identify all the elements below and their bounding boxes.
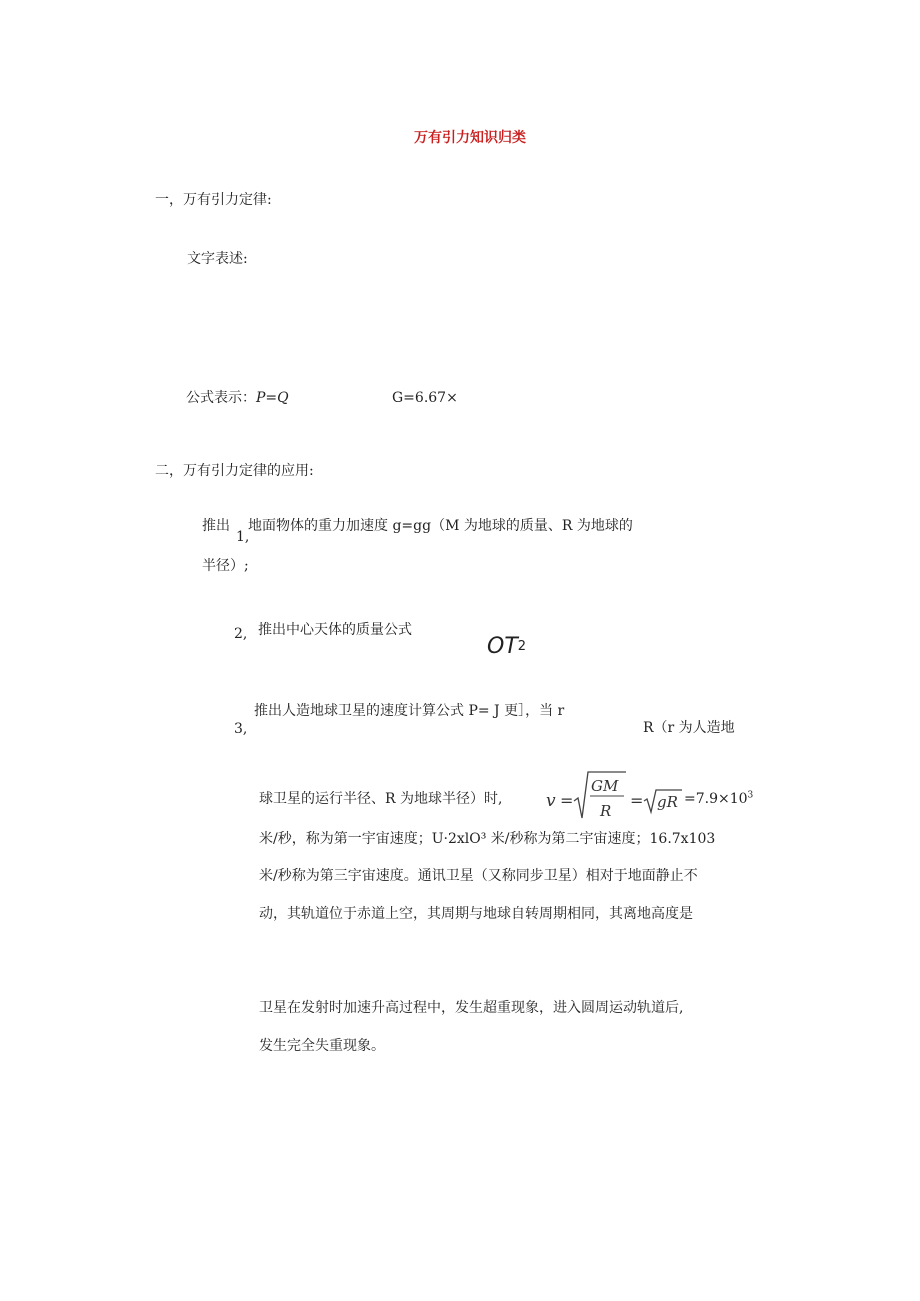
item-3-number: 3, <box>234 721 248 737</box>
item-3-line1: 推出人造地球卫星的速度计算公式 P= J 更］，当 r <box>254 703 565 719</box>
text-statement-label: 文字表述: <box>187 251 248 267</box>
formula-denominator: R <box>600 802 612 820</box>
formula-lhs: v <box>546 791 556 811</box>
item-2-expression <box>487 635 526 659</box>
gravitational-constant: G=6.67× <box>392 390 458 406</box>
item-2-number: 2, <box>234 626 248 642</box>
formula-label: 公式表示： <box>186 390 256 406</box>
item-2-expr-base: OT <box>487 634 518 659</box>
item-1-number: 1, <box>236 529 250 545</box>
item-3-line2: 球卫星的运行半径、R 为地球半径）时, <box>259 791 503 807</box>
formula-result-value: =7.9×10 <box>684 791 748 807</box>
section-1-heading: 一，万有引力定律: <box>155 192 272 208</box>
item-3-line7: 发生完全失重现象。 <box>259 1038 385 1054</box>
section-2-heading: 二，万有引力定律的应用: <box>155 463 314 479</box>
formula-numerator: GM <box>591 777 619 795</box>
item-3-line5: 动，其轨道位于赤道上空，其周期与地球自转周期相同，其离地高度是 <box>259 906 693 922</box>
item-3-line6: 卫星在发射时加速升高过程中，发生超重现象，进入圆周运动轨道后, <box>259 1000 684 1016</box>
formula-result <box>684 790 753 808</box>
item-1-line1: 地面物体的重力加速度 g=gg（M 为地球的质量、R 为地球的 <box>248 518 633 534</box>
formula-result-sup: 3 <box>747 790 754 801</box>
item-1-line2: 半径）; <box>202 558 249 574</box>
item-3-line3: 米/秒，称为第一宇宙速度；U·2xlO³ 米/秒称为第二宇宙速度；16.7x103 <box>259 831 716 847</box>
orbital-velocity-formula <box>544 768 684 826</box>
item-3-line4: 米/秒称为第三宇宙速度。通讯卫星（又称同步卫星）相对于地面静止不 <box>259 868 698 884</box>
formula-expression: P=Q <box>256 390 289 406</box>
formula-line <box>186 389 289 407</box>
item-2-text: 推出中心天体的质量公式 <box>258 622 412 638</box>
item-1-prefix: 推出 <box>202 518 230 534</box>
formula-rhs: gR <box>657 793 678 811</box>
svg-text:=: = <box>630 791 644 810</box>
svg-text:=: = <box>560 791 574 810</box>
item-2-expr-sup: 2 <box>517 639 527 654</box>
item-3-line1-right: R（r 为人造地 <box>643 720 735 736</box>
page-title: 万有引力知识归类 <box>414 130 526 146</box>
